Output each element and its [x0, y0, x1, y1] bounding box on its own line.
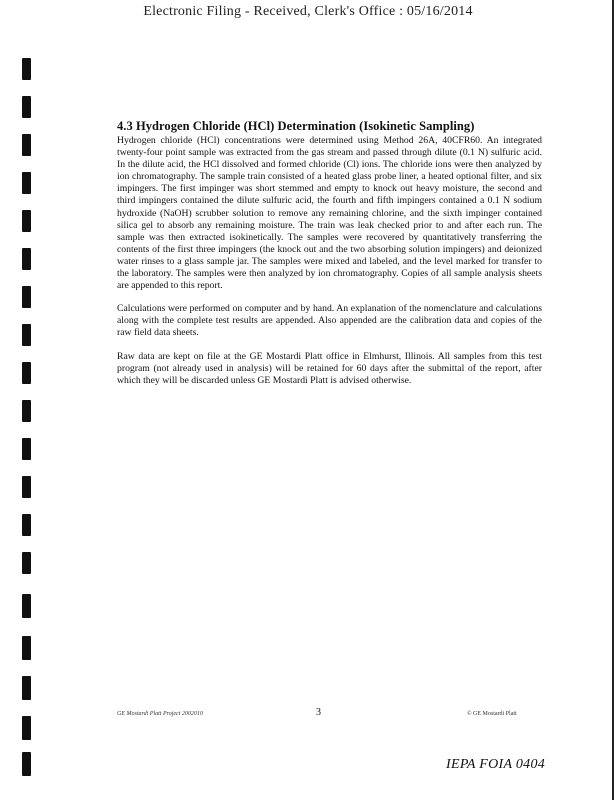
footer-copyright: © GE Mostardi Platt: [467, 711, 517, 717]
paragraph-calculations: Calculations were performed on computer and by hand. An explanation of the nomenclature and calculations along with the complete test results are appended. Also appended are the calibration data and copies of the raw field data sheets.: [117, 303, 542, 339]
punch-hole: [22, 362, 31, 384]
punch-hole: [22, 594, 31, 618]
section-title: 4.3 Hydrogen Chloride (HCl) Determination (Isokinetic Sampling): [117, 119, 475, 133]
foia-stamp: IEPA FOIA 0404: [446, 757, 546, 772]
punch-hole: [22, 210, 31, 232]
page-edge: [612, 0, 614, 800]
section-4-3: [117, 119, 542, 387]
punch-hole: [22, 716, 31, 740]
punch-hole: [22, 552, 31, 574]
punch-hole: [22, 286, 31, 308]
punch-hole: [22, 438, 31, 460]
punch-hole: [22, 636, 31, 660]
punch-hole: [22, 514, 31, 536]
punch-hole: [22, 324, 31, 346]
punch-hole: [22, 172, 31, 194]
punch-hole: [22, 58, 31, 80]
filing-header: Electronic Filing - Received, Clerk's Office : 05/16/2014: [143, 4, 473, 19]
footer-project: GE Mostardi Platt Project 2002010: [117, 711, 203, 717]
punch-hole: [22, 96, 31, 118]
punch-hole: [22, 134, 31, 156]
page-number: 3: [316, 707, 321, 718]
paragraph-raw-data: Raw data are kept on file at the GE Mostardi Platt office in Elmhurst, Illinois. All samples from this test program (not already used in analysis) will be retained for 60 days after the submittal of the report, after which they will be discarded unless GE Mostardi Platt is advised otherwise.: [117, 350, 542, 386]
punch-hole: [22, 476, 31, 498]
punch-hole: [22, 248, 31, 270]
punch-hole: [22, 676, 31, 700]
punch-hole: [22, 752, 31, 776]
paragraph-method: Hydrogen chloride (HCl) concentrations were determined using Method 26A, 40CFR60. An integrated twenty-four point sample was extracted from the gas stream and passed through dilute (0.1 N) sulfuric acid. In the dilute acid, the HCl dissolved and formed chloride (Cl) ions. The chloride ions were then analyzed by ion chromatography. The sample train consisted of a heated glass probe liner, a heated optional filter, and six impingers. The first impinger was short stemmed and empty to knock out heavy moisture, the second and third impingers contained the dilute sulfuric acid, the fourth and fifth impingers contained a 0.1 N sodium hydroxide (NaOH) scrubber solution to remove any remaining chlorine, and the sixth impinger contained silica gel to absorb any remaining moisture. The train was leak checked prior to and after each run. The sample was then extracted isokinetically. The samples were recovered by quantitatively transferring the contents of the first three impingers (the knock out and the two absorbing solution impingers) and deionized water rinses to a glass sample jar. The samples were mixed and labeled, and the level marked for transfer to the laboratory. The samples were then analyzed by ion chromatography. Copies of all sample analysis sheets are appended to this report.: [117, 135, 542, 292]
punch-hole: [22, 400, 31, 422]
